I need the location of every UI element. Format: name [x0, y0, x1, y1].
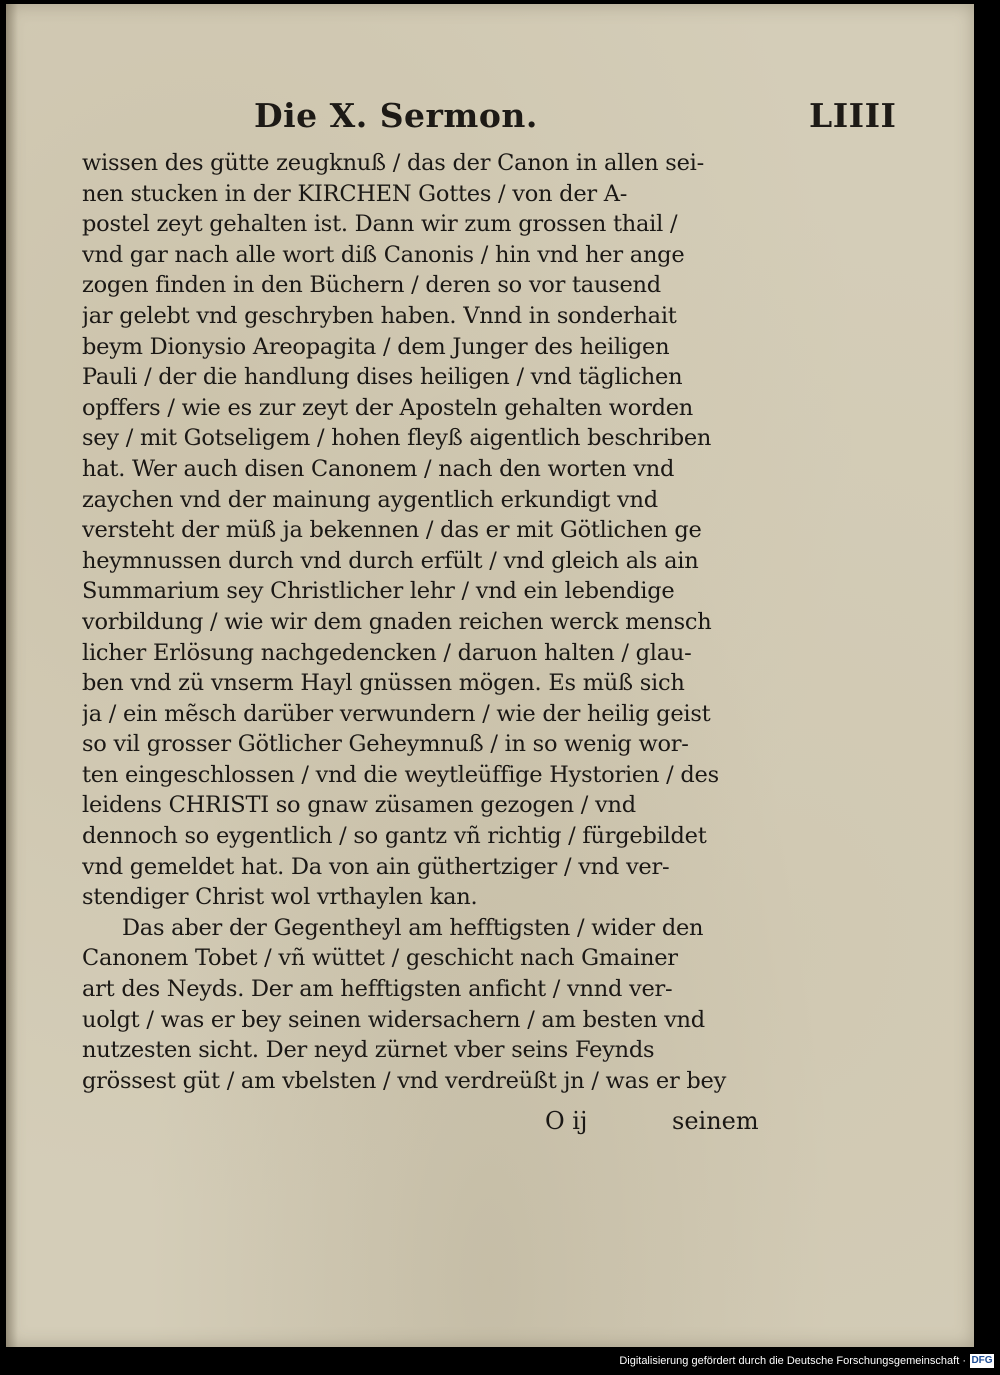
text-line: versteht der müß ja bekennen / das er mit Götlichen ge: [82, 517, 702, 544]
page-footer: [82, 1107, 782, 1139]
text-line: stendiger Christ wol vrthaylen kan.: [82, 884, 478, 911]
folio-number: LIIII: [809, 96, 897, 135]
text-line: vnd gemeldet hat. Da von ain güthertziger / vnd ver-: [82, 853, 670, 880]
text-line: vnd gar nach alle wort diß Canonis / hin vnd her ange: [82, 241, 685, 268]
text-line: Canonem Tobet / vñ wüttet / geschicht nach Gmainer: [82, 945, 678, 972]
text-line: jar gelebt vnd geschryben haben. Vnnd in sonderhait: [82, 302, 677, 329]
text-line: sey / mit Gotseligem / hohen fleyß aigentlich beschriben: [82, 425, 712, 452]
text-line: ten eingeschlossen / vnd die weytleüffige Hystorien / des: [82, 761, 719, 788]
text-line: so vil grosser Götlicher Geheymnuß / in so wenig wor-: [82, 731, 689, 758]
text-line: uolgt / was er bey seinen widersachern / am besten vnd: [82, 1006, 705, 1033]
text-line: Summarium sey Christlicher lehr / vnd ein lebendige: [82, 578, 675, 605]
text-line: ja / ein mẽsch darüber verwundern / wie der heilig geist: [82, 700, 711, 727]
text-line: leidens CHRISTI so gnaw züsamen gezogen / vnd: [82, 792, 636, 819]
text-line: ben vnd zü vnserm Hayl gnüssen mögen. Es müß sich: [82, 670, 685, 697]
text-line: licher Erlösung nachgedencken / daruon halten / glau-: [82, 639, 692, 666]
book-page: [6, 4, 974, 1347]
text-line: hat. Wer auch disen Canonem / nach den worten vnd: [82, 455, 675, 482]
text-line: nutzesten sicht. Der neyd zürnet vber seins Feynds: [82, 1037, 655, 1064]
text-line: grössest güt / am vbelsten / vnd verdreüßt jn / was er bey: [82, 1067, 727, 1094]
catchword: seinem: [672, 1107, 759, 1135]
text-line: zaychen vnd der mainung aygentlich erkundigt vnd: [82, 486, 658, 513]
text-line: Pauli / der die handlung dises heiligen / vnd täglichen: [82, 364, 683, 391]
main-text-block: [82, 148, 782, 1096]
funding-credit: Digitalisierung gefördert durch die Deutsche Forschungsgemeinschaft ·: [619, 1355, 966, 1367]
text-line: vorbildung / wie wir dem gnaden reichen werck mensch: [82, 608, 712, 635]
page-gutter-shadow: [6, 4, 18, 1347]
text-line: nen stucken in der KIRCHEN Gottes / von der A-: [82, 180, 628, 207]
text-line: wissen des gütte zeugknuß / das der Canon in allen sei-: [82, 150, 704, 176]
text-line: zogen finden in den Büchern / deren so vor tausend: [82, 272, 661, 299]
text-line: art des Neyds. Der am hefftigsten anficht / vnnd ver-: [82, 976, 673, 1003]
text-line: opffers / wie es zur zeyt der Aposteln gehalten worden: [82, 394, 694, 421]
running-title: Die X. Sermon.: [254, 96, 538, 135]
signature-mark: O ij: [545, 1107, 588, 1135]
text-line: heymnussen durch vnd durch erfült / vnd gleich als ain: [82, 547, 699, 574]
text-line: dennoch so eygentlich / so gantz vñ richtig / fürgebildet: [82, 823, 707, 850]
text-line: beym Dionysio Areopagita / dem Junger des heiligen: [82, 333, 670, 360]
dfg-logo: DFG: [971, 1355, 993, 1366]
text-line: postel zeyt gehalten ist. Dann wir zum grossen thail /: [82, 211, 678, 238]
credit-bar: [0, 1349, 1000, 1375]
page-header: [6, 96, 974, 146]
text-line-indented: Das aber der Gegentheyl am hefftigsten / wider den: [122, 914, 704, 941]
